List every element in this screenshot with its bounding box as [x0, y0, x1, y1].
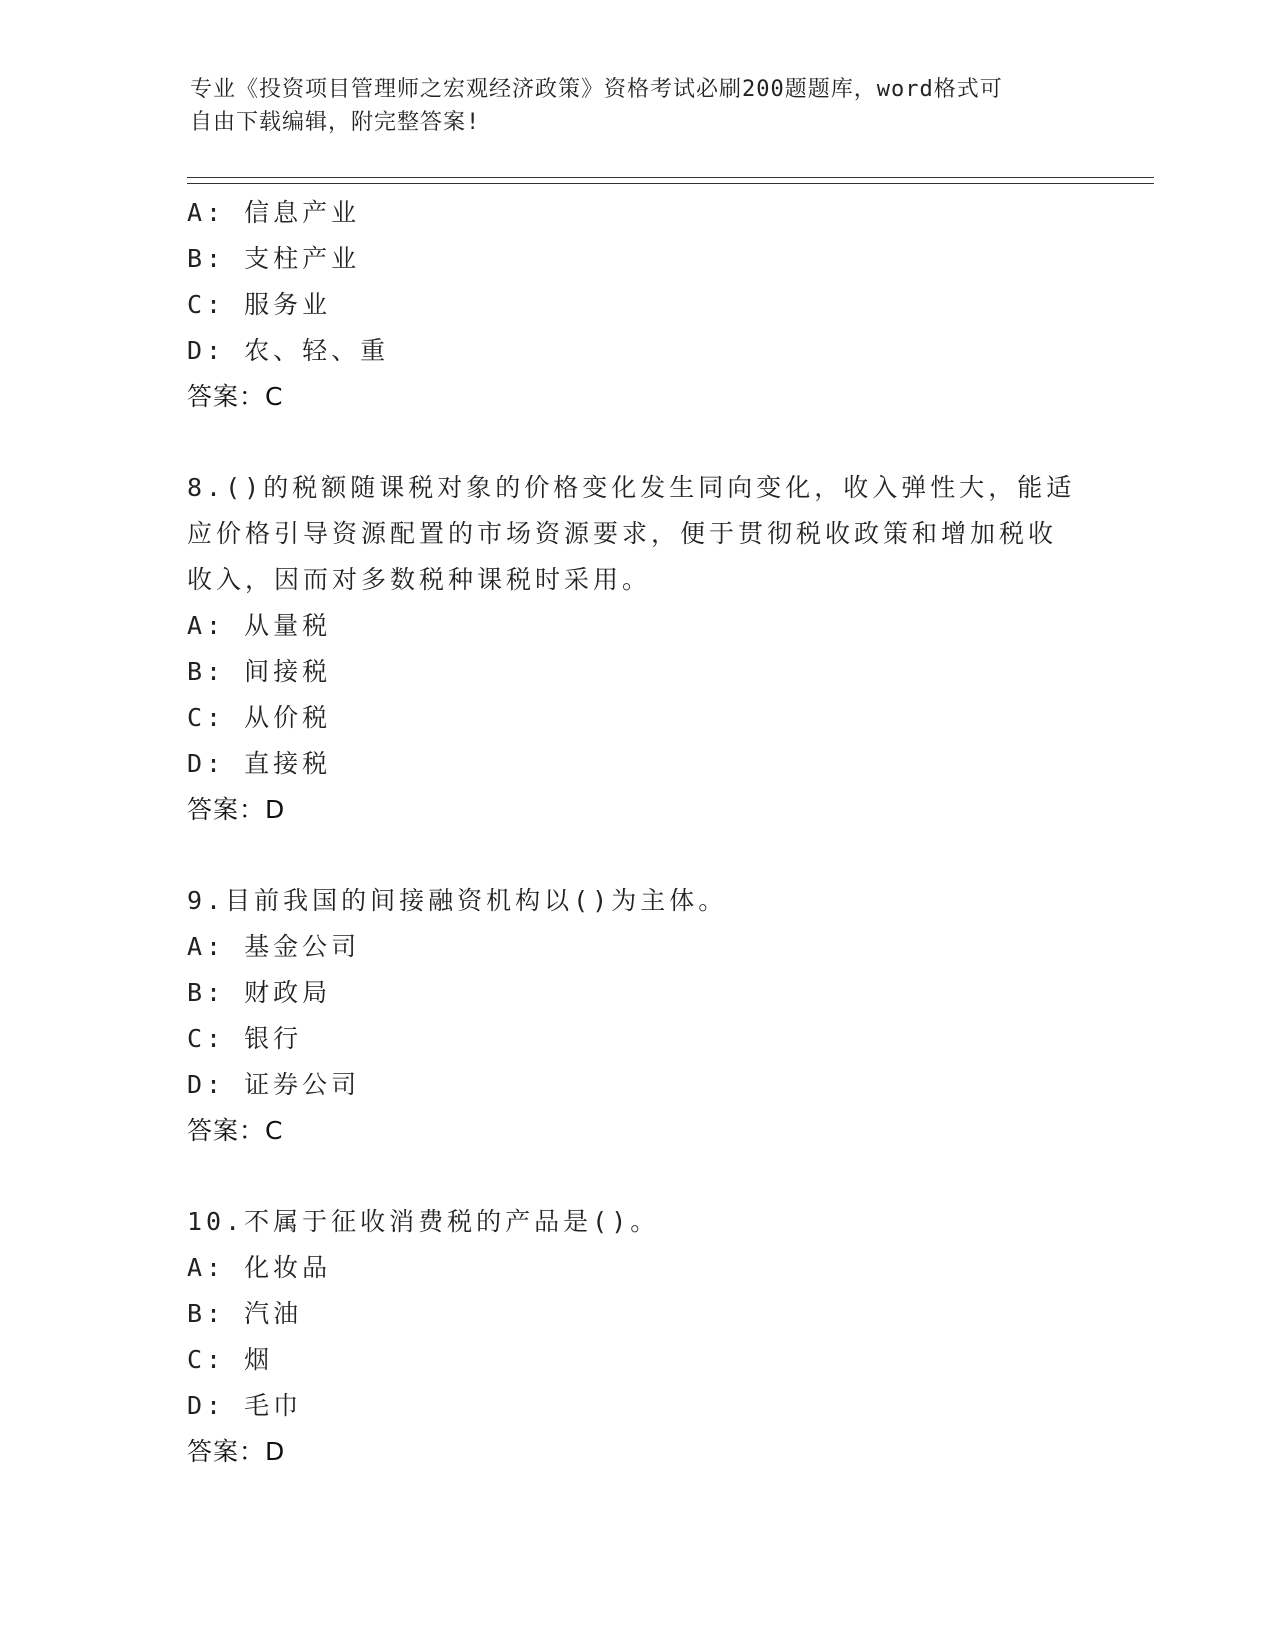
header-rule-top — [187, 177, 1154, 178]
header-rule-bottom — [187, 183, 1154, 184]
answer-line: 答案：C — [187, 382, 284, 411]
option-a: A: 信息产业 — [187, 198, 361, 227]
question-10 — [187, 1199, 1087, 1475]
question-7 — [187, 190, 1087, 420]
option-b: B: 财政局 — [187, 978, 332, 1007]
option-c: C: 从价税 — [187, 703, 332, 732]
option-d: D: 证券公司 — [187, 1070, 361, 1099]
spacer — [187, 1154, 1087, 1199]
question-stem-line: 收入，因而对多数税种课税时采用。 — [187, 565, 652, 594]
option-a: A: 化妆品 — [187, 1253, 332, 1282]
answer-line: 答案：C — [187, 1116, 284, 1145]
answer-line: 答案：D — [187, 795, 286, 824]
option-a: A: 基金公司 — [187, 932, 361, 961]
option-c: C: 银行 — [187, 1024, 303, 1053]
option-c: C: 服务业 — [187, 290, 332, 319]
question-9 — [187, 878, 1087, 1154]
option-b: B: 汽油 — [187, 1299, 303, 1328]
option-b: B: 支柱产业 — [187, 244, 361, 273]
option-d: D: 直接税 — [187, 749, 332, 778]
answer-line: 答案：D — [187, 1437, 286, 1466]
option-b: B: 间接税 — [187, 657, 332, 686]
question-stem-line: 8.()的税额随课税对象的价格变化发生同向变化，收入弹性大，能适 — [187, 473, 1076, 502]
option-c: C: 烟 — [187, 1345, 274, 1374]
option-a: A: 从量税 — [187, 611, 332, 640]
option-d: D: 毛巾 — [187, 1391, 303, 1420]
option-d: D: 农、轻、重 — [187, 336, 390, 365]
header-line-2: 自由下载编辑，附完整答案! — [190, 110, 481, 135]
question-stem-line: 10.不属于征收消费税的产品是()。 — [187, 1207, 660, 1236]
spacer — [187, 833, 1087, 878]
question-stem-line: 9.目前我国的间接融资机构以()为主体。 — [187, 886, 728, 915]
question-list — [187, 190, 1087, 1475]
spacer — [187, 420, 1087, 465]
question-stem-line: 应价格引导资源配置的市场资源要求，便于贯彻税收政策和增加税收 — [187, 519, 1058, 548]
question-8 — [187, 465, 1087, 833]
document-header — [190, 73, 1090, 139]
header-line-1: 专业《投资项目管理师之宏观经济政策》资格考试必刷200题题库，word格式可 — [190, 77, 1003, 102]
